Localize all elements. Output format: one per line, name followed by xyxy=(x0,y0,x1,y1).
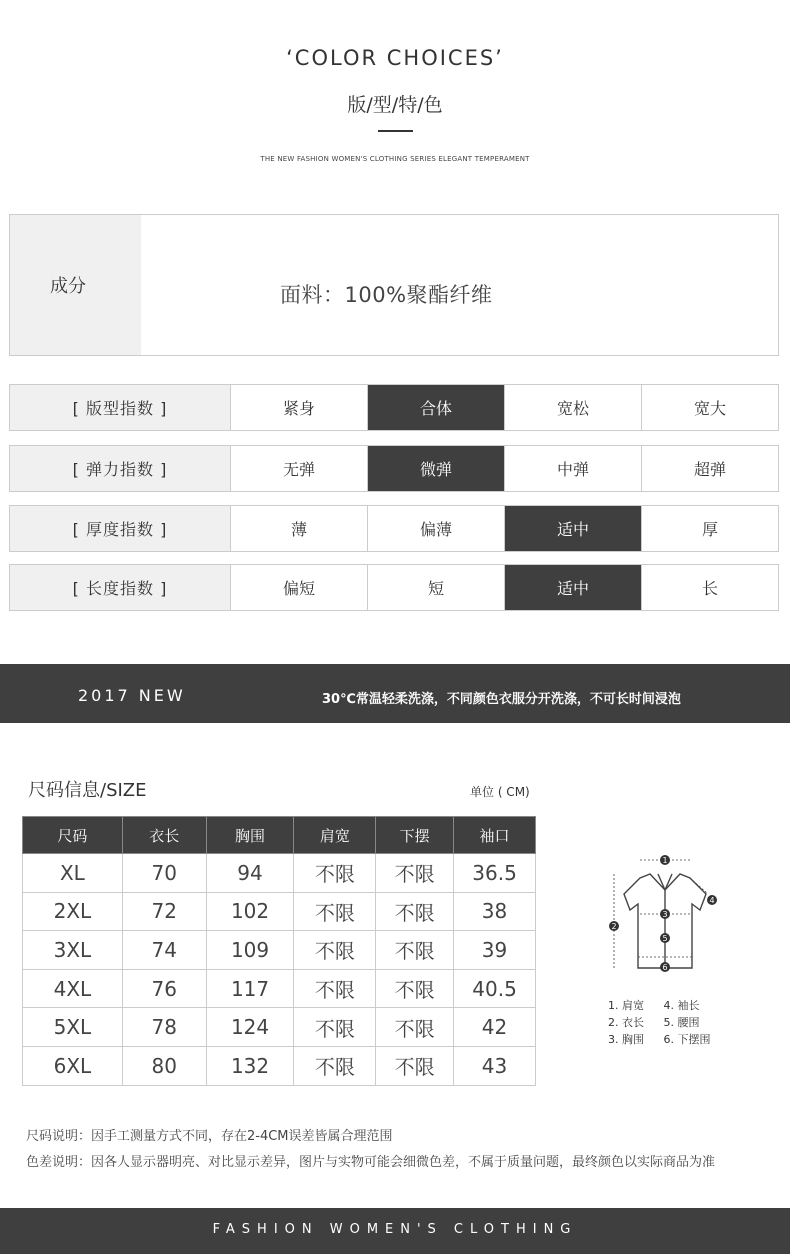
cell-bust: 117 xyxy=(206,969,294,1008)
fit-option: 宽松 xyxy=(505,385,642,430)
wash-instructions: 30℃常温轻柔洗涤，不同颜色衣服分开洗涤，不可长时间浸泡 xyxy=(322,692,681,707)
stretch-option: 无弹 xyxy=(231,446,368,491)
stretch-index-row xyxy=(9,445,779,492)
cell-bust: 109 xyxy=(206,931,294,970)
table-row xyxy=(23,892,536,931)
svg-text:1: 1 xyxy=(662,856,668,865)
cell-bust: 94 xyxy=(206,854,294,893)
length-option: 长 xyxy=(701,579,718,598)
footer xyxy=(0,1208,790,1254)
color-note: 色差说明：因各人显示器明亮、对比显示差异，图片与实物可能会细微色差，不属于质量问题，最终颜色以实际商品为准 xyxy=(26,1155,716,1170)
legend-item: 1. 肩宽 xyxy=(608,999,644,1012)
header xyxy=(0,0,790,200)
cell-shoulder: 不限 xyxy=(294,854,376,893)
cell-size: 5XL xyxy=(23,1008,123,1047)
cell-cuff: 40.5 xyxy=(454,969,536,1008)
footer-text: FASHION WOMEN'S CLOTHING xyxy=(212,1222,578,1237)
stretch-option-selected: 微弹 xyxy=(368,446,505,491)
length-option-selected: 适中 xyxy=(505,565,642,610)
stretch-option: 超弹 xyxy=(693,460,726,479)
header-cuff: 袖口 xyxy=(454,817,536,854)
cell-hem: 不限 xyxy=(376,969,454,1008)
material-box xyxy=(9,214,779,356)
size-table-header xyxy=(23,817,536,854)
title-divider xyxy=(378,130,413,132)
cell-size: 6XL xyxy=(23,1046,123,1085)
table-row xyxy=(23,854,536,893)
cell-hem: 不限 xyxy=(376,1046,454,1085)
legend-item: 3. 胸围 xyxy=(608,1033,644,1046)
fit-option: 宽大 xyxy=(693,399,726,418)
table-row xyxy=(23,931,536,970)
cell-length: 78 xyxy=(122,1008,206,1047)
thickness-option: 薄 xyxy=(231,506,368,551)
size-unit: 单位 ( CM) xyxy=(470,785,530,799)
size-note: 尺码说明：因手工测量方式不同，存在2-4CM误差皆属合理范围 xyxy=(26,1129,393,1144)
cell-cuff: 43 xyxy=(454,1046,536,1085)
legend-item: 6. 下摆围 xyxy=(663,1033,711,1046)
thickness-option: 厚 xyxy=(701,520,718,539)
cell-shoulder: 不限 xyxy=(294,969,376,1008)
thickness-index-label: [ 厚度指数 ] xyxy=(10,506,231,551)
cell-hem: 不限 xyxy=(376,854,454,893)
header-bust: 胸围 xyxy=(206,817,294,854)
material-value: 面料：100%聚酯纤维 xyxy=(280,283,493,307)
length-option: 偏短 xyxy=(231,565,368,610)
svg-text:5: 5 xyxy=(662,934,668,943)
cell-cuff: 38 xyxy=(454,892,536,931)
wash-banner xyxy=(0,664,790,723)
cell-hem: 不限 xyxy=(376,1008,454,1047)
banner-year: 2017 NEW xyxy=(78,686,186,705)
measurement-legend xyxy=(608,997,716,1048)
fit-index-label: [ 版型指数 ] xyxy=(10,385,231,430)
cell-hem: 不限 xyxy=(376,892,454,931)
cell-size: 3XL xyxy=(23,931,123,970)
table-row xyxy=(23,1046,536,1085)
shirt-outline-icon xyxy=(624,874,706,968)
cell-shoulder: 不限 xyxy=(294,892,376,931)
material-label: 成分 xyxy=(10,215,141,355)
thickness-option-selected: 适中 xyxy=(505,506,642,551)
cell-shoulder: 不限 xyxy=(294,1008,376,1047)
fit-index-row xyxy=(9,384,779,431)
thickness-option: 偏薄 xyxy=(368,506,505,551)
cell-bust: 102 xyxy=(206,892,294,931)
cell-cuff: 42 xyxy=(454,1008,536,1047)
header-hem: 下摆 xyxy=(376,817,454,854)
cell-length: 74 xyxy=(122,931,206,970)
cell-length: 72 xyxy=(122,892,206,931)
table-row xyxy=(23,1008,536,1047)
cell-shoulder: 不限 xyxy=(294,1046,376,1085)
cell-size: 4XL xyxy=(23,969,123,1008)
cell-hem: 不限 xyxy=(376,931,454,970)
cell-shoulder: 不限 xyxy=(294,931,376,970)
table-row xyxy=(23,969,536,1008)
cell-length: 76 xyxy=(122,969,206,1008)
length-index-row xyxy=(9,564,779,611)
size-section-title: 尺码信息/SIZE xyxy=(28,780,147,801)
stretch-index-label: [ 弹力指数 ] xyxy=(10,446,231,491)
header-shoulder: 肩宽 xyxy=(294,817,376,854)
page-title: ‘COLOR CHOICES’ xyxy=(286,46,504,70)
cell-cuff: 36.5 xyxy=(454,854,536,893)
fit-option-selected: 合体 xyxy=(368,385,505,430)
shirt-measurement-diagram xyxy=(600,852,730,982)
cell-bust: 124 xyxy=(206,1008,294,1047)
legend-item: 4. 袖长 xyxy=(663,999,700,1012)
svg-text:2: 2 xyxy=(611,922,617,931)
cell-cuff: 39 xyxy=(454,931,536,970)
cell-length: 80 xyxy=(122,1046,206,1085)
cell-size: 2XL xyxy=(23,892,123,931)
svg-text:6: 6 xyxy=(662,963,668,972)
stretch-option: 中弹 xyxy=(505,446,642,491)
cell-length: 70 xyxy=(122,854,206,893)
svg-text:4: 4 xyxy=(709,896,715,905)
legend-item: 2. 衣长 xyxy=(608,1016,644,1029)
page-subtitle: 版/型/特/色 xyxy=(347,94,443,116)
header-size: 尺码 xyxy=(23,817,123,854)
header-length: 衣长 xyxy=(122,817,206,854)
size-table xyxy=(22,816,536,1086)
notes xyxy=(26,1124,715,1176)
tagline: THE NEW FASHION WOMEN'S CLOTHING SERIES ELEGANT TEMPERAMENT xyxy=(260,155,530,163)
length-index-label: [ 长度指数 ] xyxy=(10,565,231,610)
cell-size: XL xyxy=(23,854,123,893)
legend-item: 5. 腰围 xyxy=(663,1016,700,1029)
cell-bust: 132 xyxy=(206,1046,294,1085)
length-option: 短 xyxy=(368,565,505,610)
svg-text:3: 3 xyxy=(662,910,668,919)
fit-option: 紧身 xyxy=(231,385,368,430)
thickness-index-row xyxy=(9,505,779,552)
